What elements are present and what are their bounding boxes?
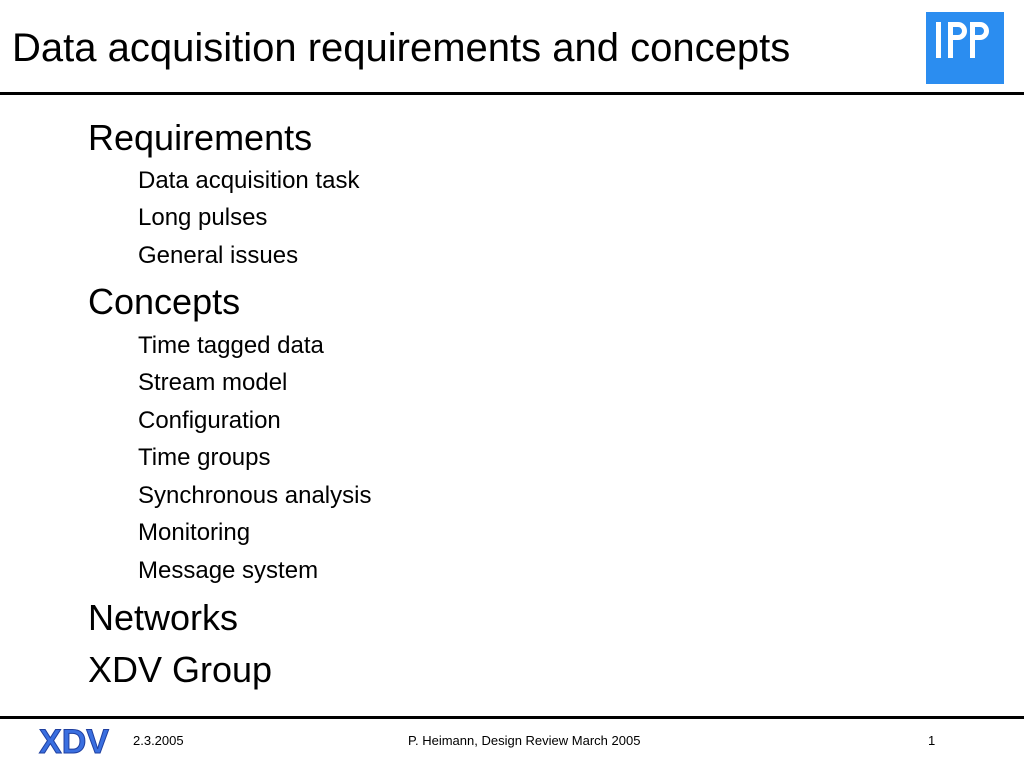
outline-heading-networks: Networks — [88, 597, 239, 638]
outline-item: General issues — [138, 242, 299, 269]
outline-item: Configuration — [138, 407, 281, 434]
outline-item: Synchronous analysis — [138, 482, 372, 509]
page-number: 1 — [928, 733, 936, 748]
outline-heading-xdv-group: XDV Group — [88, 649, 273, 690]
outline-item: Monitoring — [138, 519, 251, 546]
footer-date: 2.3.2005 — [133, 733, 184, 748]
outline-item: Time tagged data — [138, 332, 324, 359]
outline-heading-concepts: Concepts — [88, 281, 241, 322]
slide-title: Data acquisition requirements and concepts — [12, 26, 791, 70]
outline-item: Stream model — [138, 369, 288, 396]
outline-heading-requirements: Requirements — [88, 117, 313, 158]
outline-item: Long pulses — [138, 204, 268, 231]
outline-item: Time groups — [138, 444, 271, 471]
footer-divider — [0, 716, 1024, 719]
outline-item: Message system — [138, 557, 319, 584]
outline-item: Data acquisition task — [138, 167, 360, 194]
xdv-logo — [36, 722, 112, 758]
footer-presenter: P. Heimann, Design Review March 2005 — [408, 733, 641, 748]
svg-text:XDV: XDV — [39, 723, 109, 758]
